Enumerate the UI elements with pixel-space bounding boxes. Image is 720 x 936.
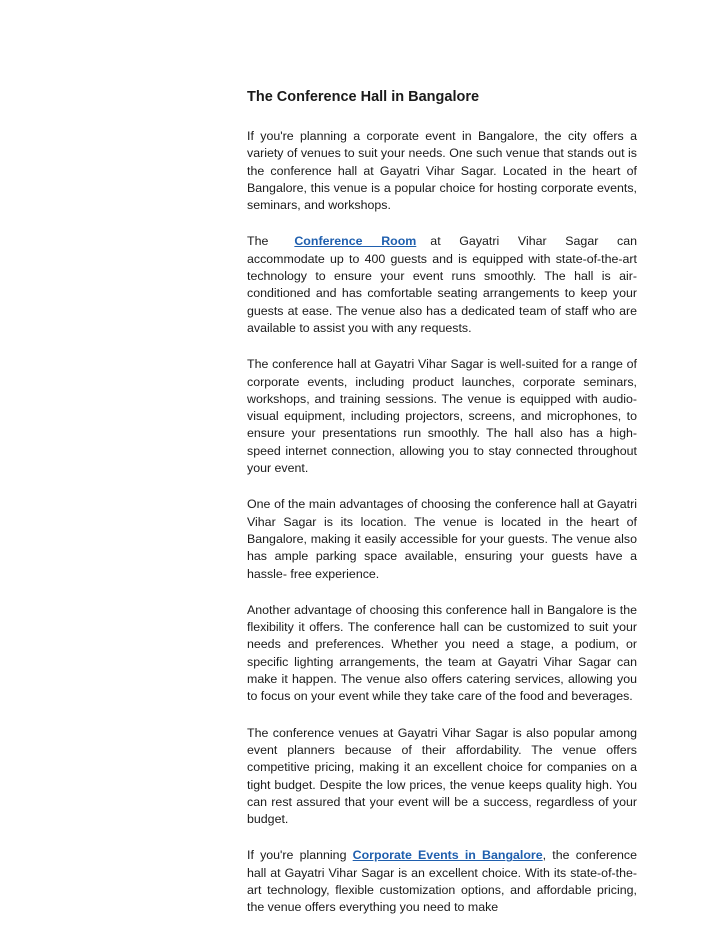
conference-room-link[interactable]: Conference Room bbox=[294, 234, 417, 249]
document-page bbox=[247, 88, 637, 936]
paragraph-intro: If you're planning a corporate event in Bangalore, the city offers a variety of venues to suit your needs. One such venue that stands out is the conference hall at Gayatri Vihar Sagar. Located in the heart of Bangalore, this venue is a popular choice for hosting corporate events, seminars, and workshops. bbox=[247, 129, 637, 213]
paragraph-conference-room bbox=[247, 233, 637, 337]
paragraph-affordability: The conference venues at Gayatri Vihar Sagar is also popular among event planners because of their affordability. The venue offers competitive pricing, making it an excellent choice for companies on a tight budget. Despite the low prices, the venue keeps quality high. You can rest assured that your event will be a success, regardless of your budget. bbox=[247, 725, 637, 827]
document-title: The Conference Hall in Bangalore bbox=[247, 89, 480, 105]
corporate-events-link[interactable]: Corporate Events in Bangalore bbox=[352, 848, 543, 863]
paragraph-flexibility: Another advantage of choosing this conference hall in Bangalore is the flexibility it offers. The conference hall can be customized to suit your needs and preferences. Whether you need a stage, a podium, or specific lighting arrangements, the team at Gayatri Vihar Sagar can make it happen. The venue also offers catering services, allowing you to focus on your event while they take care of the food and beverages. bbox=[247, 602, 637, 704]
paragraph-text: , the conference hall at Gayatri Vihar Sagar is an excellent choice. With its state-of-the-art technology, flexible customization options, and affordable pricing, the venue offers everything you need to make bbox=[247, 848, 637, 915]
paragraph-text: If you're planning bbox=[247, 848, 347, 863]
paragraph-events: The conference hall at Gayatri Vihar Sagar is well-suited for a range of corporate events, including product launches, corporate seminars, workshops, and training sessions. The venue is equipped with audio-visual equipment, including projectors, screens, and microphones, to ensure your presentations run smoothly. The hall also has a high-speed internet connection, allowing you to stay connected throughout your event. bbox=[247, 357, 637, 476]
paragraph-text: at Gayatri Vihar Sagar can accommodate up to 400 guests and is equipped with state-of-the-art technology to ensure your event runs smoothly. The hall is air- conditioned and has comfortable seating arrangements to keep your guests at ease. The venue also has a dedicated team of staff who are available to assist you with any requests. bbox=[247, 234, 637, 335]
paragraph-location: One of the main advantages of choosing the conference hall at Gayatri Vihar Sagar is its location. The venue is located in the heart of Bangalore, making it easily accessible for your guests. The venue also has ample parking space available, ensuring your guests have a hassle- free experience. bbox=[247, 497, 637, 581]
paragraph-corporate-events bbox=[247, 847, 637, 916]
paragraph-text: The bbox=[247, 234, 269, 249]
